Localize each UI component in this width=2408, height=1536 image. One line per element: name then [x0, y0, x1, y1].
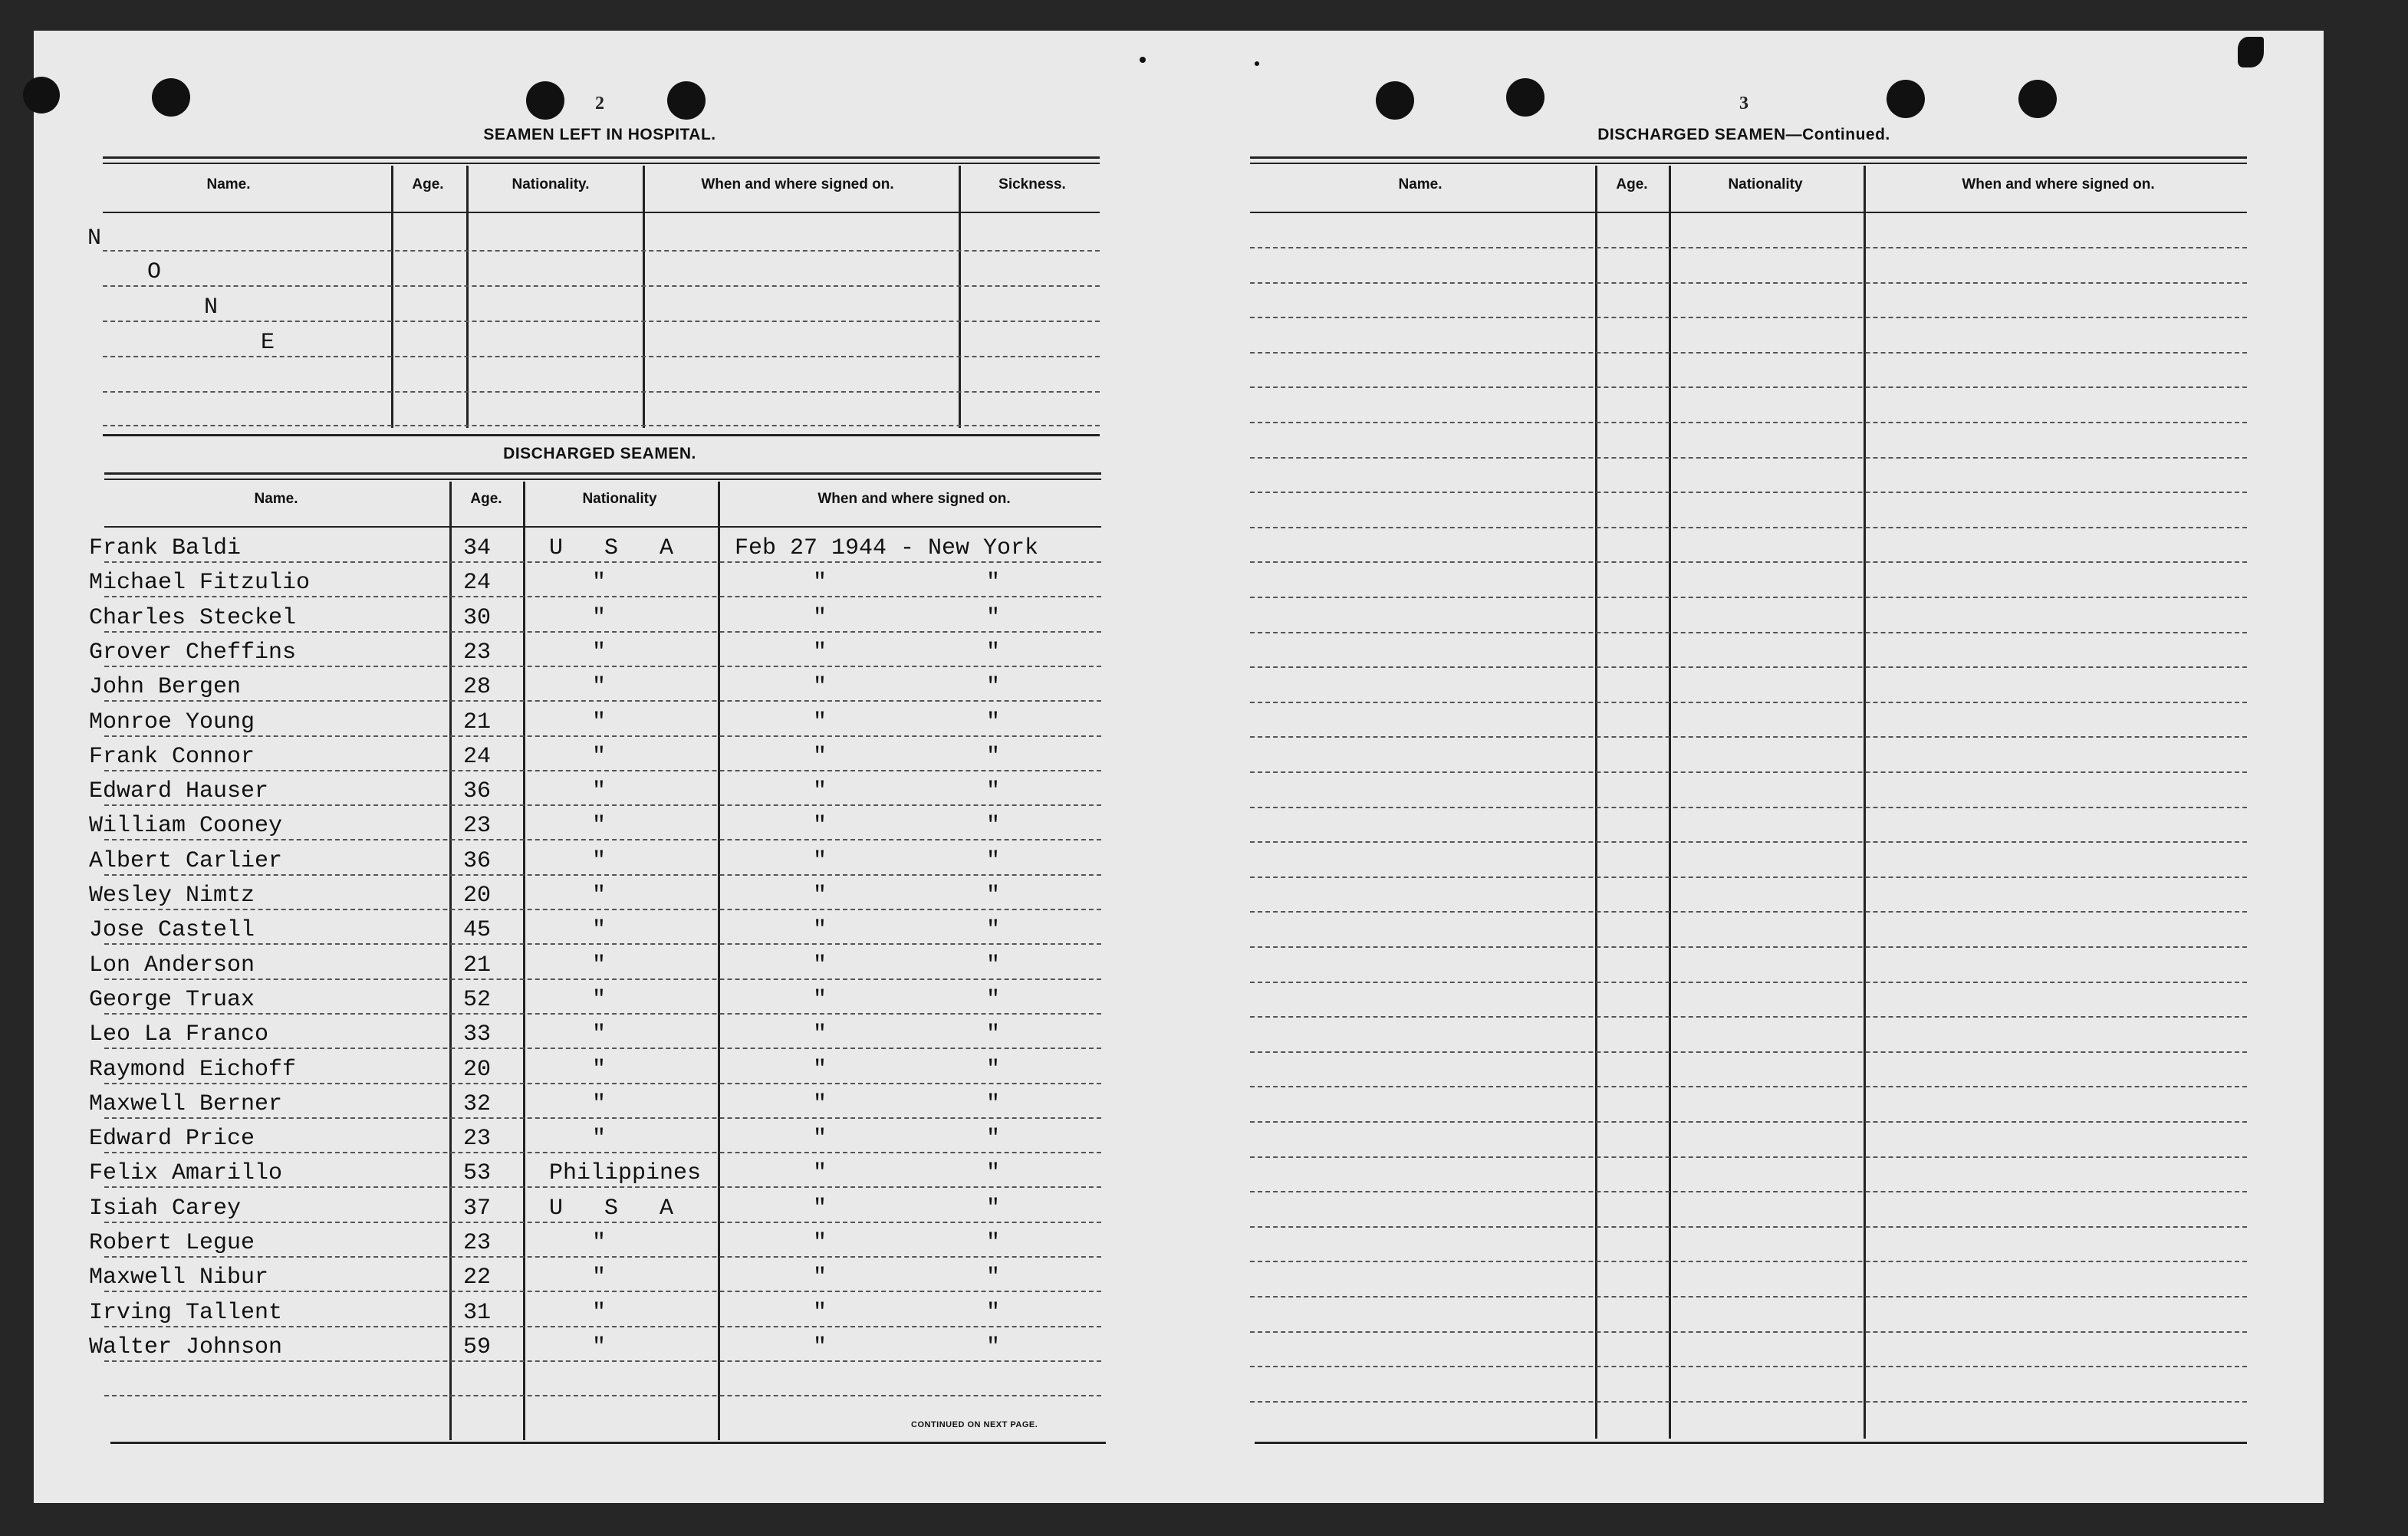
hospital-col-age: Age. [412, 176, 444, 192]
ditto-mark: " [986, 674, 1001, 700]
ditto-mark: " [813, 778, 827, 804]
ditto-mark: " [813, 1160, 827, 1186]
blank-row-rule [1250, 1051, 2247, 1053]
seaman-nationality: " [592, 883, 607, 909]
page-number-right: 3 [1739, 94, 1748, 113]
seaman-name: Albert Carlier [89, 848, 283, 874]
seaman-nationality: " [592, 1091, 607, 1117]
blank-row-rule [1250, 1016, 2247, 1018]
blank-row-rule [1250, 946, 2247, 948]
ditto-mark: " [986, 1126, 1001, 1152]
punch-hole [2018, 80, 2057, 118]
seaman-nationality: " [592, 744, 607, 770]
ditto-mark: " [813, 813, 827, 839]
edge-mark [2238, 37, 2264, 67]
row-rule [104, 1360, 1101, 1362]
ditto-mark: " [813, 1126, 827, 1152]
ditto-mark: " [813, 1091, 827, 1117]
ditto-mark: " [813, 917, 827, 943]
blank-row-rule [1250, 457, 2247, 459]
ditto-mark: " [813, 883, 827, 909]
ditto-mark: " [813, 1196, 827, 1222]
blank-row-rule [1250, 1191, 2247, 1192]
ditto-mark: " [813, 1230, 827, 1256]
continued-col-age: Age. [1616, 176, 1648, 192]
speck [1255, 61, 1259, 66]
blank-row-rule [1250, 632, 2247, 633]
seaman-age: 30 [463, 605, 492, 631]
punch-hole [1376, 81, 1414, 120]
row-rule [104, 1291, 1101, 1292]
seaman-nationality: Philippines [549, 1160, 702, 1186]
seaman-name: Maxwell Berner [89, 1091, 283, 1117]
seaman-name: Michael Fitzulio [89, 570, 311, 596]
hospital-entry-letter: N [204, 294, 219, 321]
row-rule [104, 561, 1101, 563]
discharged-col-name: Name. [254, 491, 298, 507]
ditto-mark: " [813, 1057, 827, 1083]
seaman-name: Monroe Young [89, 709, 255, 735]
row-rule [104, 874, 1101, 876]
blank-row-rule [1250, 1226, 2247, 1228]
ditto-mark: " [813, 848, 827, 874]
seaman-nationality: " [592, 813, 607, 839]
ditto-mark: " [813, 1265, 827, 1291]
seaman-nationality: " [592, 952, 607, 979]
seaman-nationality: U S A [549, 1196, 674, 1222]
speck [1140, 57, 1146, 63]
row-rule [104, 909, 1101, 910]
blank-row-rule [1250, 702, 2247, 703]
punch-hole [526, 81, 564, 120]
seaman-name: Grover Cheffins [89, 640, 297, 666]
seaman-age: 53 [463, 1160, 492, 1186]
discharged-col-age: Age. [470, 491, 502, 507]
blank-row-rule [1250, 352, 2247, 354]
punch-hole-edge [23, 77, 60, 113]
blank-row-rule [1250, 911, 2247, 913]
ditto-mark: " [986, 605, 1001, 631]
row-rule [104, 1186, 1101, 1188]
seaman-name: Isiah Carey [89, 1196, 242, 1222]
ditto-mark: " [986, 640, 1001, 666]
row-rule [104, 943, 1101, 945]
row-rule [104, 770, 1101, 771]
hospital-col-sickness: Sickness. [998, 176, 1066, 192]
seaman-age: 28 [463, 674, 492, 700]
row-rule [104, 1117, 1101, 1119]
seaman-name: Wesley Nimtz [89, 883, 255, 909]
ditto-mark: " [813, 1300, 827, 1326]
row-rule [104, 1152, 1101, 1153]
ditto-mark: " [986, 917, 1001, 943]
blank-row-rule [1250, 982, 2247, 983]
blank-row-rule [1250, 282, 2247, 284]
seaman-name: Raymond Eichoff [89, 1057, 297, 1083]
seaman-name: John Bergen [89, 674, 242, 700]
ditto-mark: " [986, 778, 1001, 804]
ditto-mark: " [986, 883, 1001, 909]
seaman-age: 36 [463, 778, 492, 804]
ditto-mark: " [813, 744, 827, 770]
row-rule [104, 979, 1101, 980]
continued-col-name: Name. [1398, 176, 1442, 192]
seaman-name: Charles Steckel [89, 605, 297, 631]
seaman-nationality: " [592, 709, 607, 735]
blank-row-rule [1250, 1401, 2247, 1403]
row-rule [104, 700, 1101, 702]
continued-col-signed-on: When and where signed on. [1962, 176, 2155, 192]
blank-row-rule [1250, 386, 2247, 388]
seaman-age: 36 [463, 848, 492, 874]
blank-row-rule [1250, 736, 2247, 738]
blank-row-rule [1250, 841, 2247, 843]
blank-row-rule [1250, 422, 2247, 423]
seaman-age: 23 [463, 1230, 492, 1256]
seaman-name: Edward Price [89, 1126, 255, 1152]
continued-section-title: DISCHARGED SEAMEN—Continued. [1597, 126, 1890, 143]
seaman-age: 21 [463, 952, 492, 979]
seaman-age: 23 [463, 1126, 492, 1152]
row-rule [104, 804, 1101, 806]
seaman-name: Edward Hauser [89, 778, 269, 804]
seaman-name: Robert Legue [89, 1230, 255, 1256]
blank-row-rule [1250, 877, 2247, 878]
row-rule [104, 596, 1101, 597]
ditto-mark: " [986, 1265, 1001, 1291]
ditto-mark: " [813, 1021, 827, 1048]
seaman-nationality: " [592, 1126, 607, 1152]
page-number-left: 2 [595, 94, 604, 113]
seaman-nationality: " [592, 987, 607, 1013]
seaman-name: Lon Anderson [89, 952, 255, 979]
ditto-mark: " [813, 709, 827, 735]
ditto-mark: " [813, 674, 827, 700]
ditto-mark: " [813, 640, 827, 666]
seaman-name: Jose Castell [89, 917, 255, 943]
seaman-nationality: " [592, 848, 607, 874]
ditto-mark: " [813, 570, 827, 596]
ditto-mark: " [986, 1021, 1001, 1048]
row-rule [104, 1048, 1101, 1049]
seaman-age: 23 [463, 640, 492, 666]
hospital-entry-letter: E [261, 330, 275, 356]
section-divider [103, 434, 1100, 436]
seaman-nationality: U S A [549, 535, 674, 561]
ditto-mark: " [986, 744, 1001, 770]
blank-row-rule [1250, 1366, 2247, 1367]
hospital-col-name: Name. [206, 176, 251, 192]
seaman-nationality: " [592, 1230, 607, 1256]
ditto-mark: " [986, 1300, 1001, 1326]
seaman-age: 52 [463, 987, 492, 1013]
seaman-age: 37 [463, 1196, 492, 1222]
hospital-col-nationality: Nationality. [512, 176, 590, 192]
row-rule [104, 1395, 1101, 1396]
ditto-mark: " [813, 1334, 827, 1360]
seaman-name: George Truax [89, 987, 255, 1013]
ditto-mark: " [986, 813, 1001, 839]
punch-hole [1506, 78, 1544, 117]
seaman-age: 21 [463, 709, 492, 735]
seaman-age: 32 [463, 1091, 492, 1117]
hospital-entry-letter: O [147, 259, 162, 285]
ditto-mark: " [813, 605, 827, 631]
ditto-mark: " [813, 952, 827, 979]
row-rule [104, 839, 1101, 840]
seaman-age: 20 [463, 1057, 492, 1083]
ditto-mark: " [986, 848, 1001, 874]
hospital-entry-letter: N [87, 225, 102, 252]
blank-row-rule [1250, 771, 2247, 773]
continued-col-nationality: Nationality [1728, 176, 1803, 192]
seaman-nationality: " [592, 674, 607, 700]
seaman-age: 24 [463, 744, 492, 770]
seaman-age: 31 [463, 1300, 492, 1326]
ditto-mark: " [986, 1334, 1001, 1360]
seaman-nationality: " [592, 1021, 607, 1048]
document-sheet [34, 31, 2324, 1503]
seaman-age: 45 [463, 917, 492, 943]
row-rule [104, 666, 1101, 667]
hospital-col-signed-on: When and where signed on. [701, 176, 894, 192]
seaman-nationality: " [592, 640, 607, 666]
blank-row-rule [1250, 1331, 2247, 1333]
seaman-nationality: " [592, 917, 607, 943]
seaman-nationality: " [592, 1057, 607, 1083]
blank-row-rule [1250, 1086, 2247, 1087]
blank-row-rule [1250, 1261, 2247, 1262]
row-rule [104, 1256, 1101, 1258]
row-rule [104, 631, 1101, 633]
discharged-col-nationality: Nationality [582, 491, 657, 507]
blank-row-rule [1250, 807, 2247, 808]
punch-hole [667, 81, 706, 120]
seaman-signed-on: Feb 27 1944 - New York [735, 535, 1039, 561]
blank-row-rule [1250, 666, 2247, 668]
seaman-name: William Cooney [89, 813, 283, 839]
seaman-nationality: " [592, 1265, 607, 1291]
ditto-mark: " [986, 1230, 1001, 1256]
seaman-age: 24 [463, 570, 492, 596]
seaman-name: Leo La Franco [89, 1021, 269, 1048]
blank-row-rule [1250, 317, 2247, 318]
blank-row-rule [1250, 1156, 2247, 1158]
blank-row-rule [1250, 1121, 2247, 1123]
seaman-age: 23 [463, 813, 492, 839]
seaman-age: 20 [463, 883, 492, 909]
ditto-mark: " [986, 952, 1001, 979]
row-rule [104, 1083, 1101, 1084]
seaman-name: Walter Johnson [89, 1334, 283, 1360]
row-rule [104, 1326, 1101, 1327]
seaman-name: Frank Baldi [89, 535, 242, 561]
blank-row-rule [1250, 1296, 2247, 1298]
row-rule [104, 1222, 1101, 1223]
seaman-name: Frank Connor [89, 744, 255, 770]
punch-hole [152, 78, 190, 117]
seaman-nationality: " [592, 605, 607, 631]
discharged-col-signed-on: When and where signed on. [817, 491, 1011, 507]
ditto-mark: " [986, 709, 1001, 735]
blank-row-rule [1250, 597, 2247, 598]
seaman-age: 34 [463, 535, 492, 561]
seaman-name: Felix Amarillo [89, 1160, 283, 1186]
row-rule [104, 735, 1101, 737]
row-rule [104, 1013, 1101, 1015]
hospital-section-title: SEAMEN LEFT IN HOSPITAL. [483, 126, 716, 143]
seaman-age: 22 [463, 1265, 492, 1291]
seaman-nationality: " [592, 1334, 607, 1360]
ditto-mark: " [986, 1160, 1001, 1186]
ditto-mark: " [986, 987, 1001, 1013]
ditto-mark: " [986, 1196, 1001, 1222]
seaman-name: Maxwell Nibur [89, 1265, 269, 1291]
ditto-mark: " [986, 1057, 1001, 1083]
seaman-age: 33 [463, 1021, 492, 1048]
ditto-mark: " [813, 987, 827, 1013]
seaman-age: 59 [463, 1334, 492, 1360]
blank-row-rule [1250, 492, 2247, 493]
discharged-section-title: DISCHARGED SEAMEN. [503, 445, 696, 462]
ditto-mark: " [986, 570, 1001, 596]
seaman-name: Irving Tallent [89, 1300, 283, 1326]
blank-row-rule [1250, 527, 2247, 528]
seaman-nationality: " [592, 1300, 607, 1326]
seaman-nationality: " [592, 778, 607, 804]
punch-hole [1887, 80, 1925, 118]
ditto-mark: " [986, 1091, 1001, 1117]
seaman-nationality: " [592, 570, 607, 596]
blank-row-rule [1250, 247, 2247, 248]
blank-row-rule [1250, 561, 2247, 563]
continued-note: CONTINUED ON NEXT PAGE. [911, 1420, 1038, 1429]
